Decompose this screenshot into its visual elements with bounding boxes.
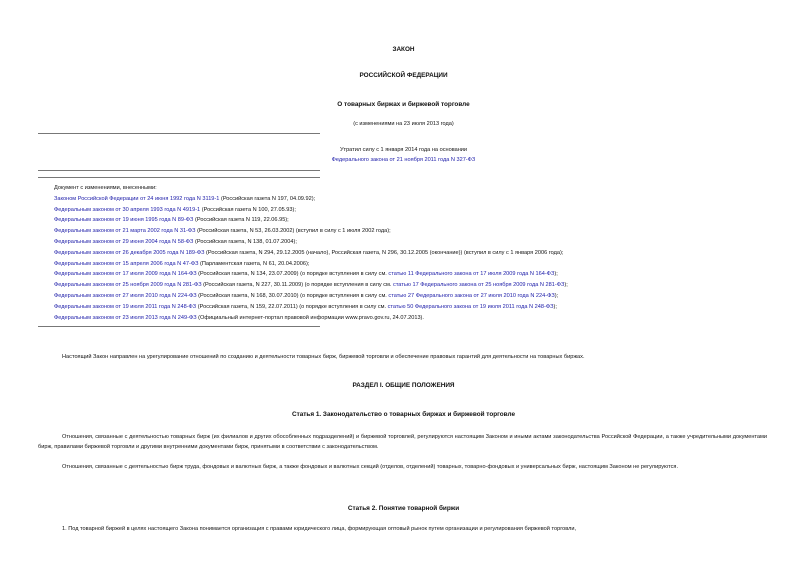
amendment-source-text: (Российская газета, N 227, 30.11.2009) (о порядке вступления в силу см.: [201, 282, 394, 289]
amendment-source-text: (Российская газета N 100, 27.05.93);: [200, 206, 296, 213]
amendment-source-text: (Российская газета, N 134, 23.07.2009) (о порядке вступления в силу см.: [196, 271, 389, 278]
amendments-items: [54, 194, 774, 324]
repeal-law-link[interactable]: Федерального закона от 21 ноября 2011 года N 327-ФЗ: [331, 157, 476, 163]
amendment-law-link[interactable]: Федеральным законом от 27 июля 2010 года N 224-ФЗ: [54, 292, 197, 299]
article-2-heading: Статья 2. Понятие товарной биржи: [347, 505, 460, 512]
repeal-note: Утратил силу с 1 января 2014 года на основании: [339, 147, 468, 153]
amendment-article-link[interactable]: статью 50 Федерального закона от 19 июля 2011 года N 248-ФЗ: [387, 303, 554, 310]
amendment-item: [54, 215, 774, 226]
divider: [38, 170, 320, 171]
article-2-paragraph-1-text: 1. Под товарной биржей в целях настоящего Закона понимается организация с правами юридического лица, формирующая оптовый рынок путем организации и регулирования биржевой торговли,: [62, 526, 577, 532]
preamble-text: Настоящий Закон направлен на урегулирование отношений по созданию и деятельности товарных бирж, биржевой торговли и обеспечение правовых гарантий для деятельности на товарных биржах.: [62, 354, 585, 360]
amendment-tail-text: );: [553, 303, 557, 310]
amendment-law-link[interactable]: Федеральным законом от 15 апреля 2006 года N 47-ФЗ: [54, 260, 199, 267]
amendment-source-text: (Парламентская газета, N 61, 20.04.2006);: [198, 260, 310, 267]
article-1-heading: Статья 1. Законодательство о товарных биржах и биржевой торговле: [291, 411, 516, 418]
amendment-item: [54, 194, 774, 205]
article-2-paragraph-1: [38, 524, 767, 534]
section-heading: РАЗДЕЛ I. ОБЩИЕ ПОЛОЖЕНИЯ: [352, 382, 455, 389]
amendment-law-link[interactable]: Федеральным законом от 26 декабря 2005 года N 189-ФЗ: [54, 249, 205, 256]
amendment-item: [54, 313, 774, 324]
divider: [38, 133, 320, 134]
amendments-intro: Документ с изменениями, внесенными:: [54, 185, 157, 191]
amendment-item: [54, 269, 774, 280]
amendment-item: [54, 205, 774, 216]
amendment-source-text: (Российская газета, N 138, 01.07.2004);: [193, 238, 297, 245]
amendment-article-link[interactable]: статью 17 Федерального закона от 25 ноября 2009 года N 281-ФЗ: [393, 282, 565, 289]
amendment-law-link[interactable]: Федеральным законом от 21 марта 2002 года N 31-ФЗ: [54, 228, 196, 235]
amendment-tail-text: );: [564, 282, 568, 289]
preamble: [38, 352, 767, 362]
amendment-law-link[interactable]: Федеральным законом от 17 июля 2009 года N 164-ФЗ: [54, 271, 197, 278]
amendment-source-text: (Российская газета, N 168, 30.07.2010) (о порядке вступления в силу см.: [196, 292, 389, 299]
amendment-article-link[interactable]: статью 27 Федерального закона от 27 июля 2010 года N 224-ФЗ: [388, 292, 555, 299]
amendments-list: [54, 183, 774, 323]
amendment-article-link[interactable]: статью 11 Федерального закона от 17 июля 2009 года N 164-ФЗ: [388, 271, 555, 278]
amendment-item: [54, 259, 774, 270]
law-label: ЗАКОН: [392, 46, 415, 53]
amendment-law-link[interactable]: Федеральным законом от 19 июня 1995 года N 89-ФЗ: [54, 217, 194, 224]
divider: [38, 326, 320, 327]
amendment-source-text: (Официальный интернет-портал правовой информации www.pravo.gov.ru, 24.07.2013).: [196, 314, 424, 321]
article-1-paragraph-2-text: Отношения, связанные с деятельностью бирж труда, фондовых и валютных бирж, а также фондовых и валютных секций (отделов, отделений) товарных, товарно-фондовых и универсальных бирж, настоящим Законом не регулируются.: [62, 464, 678, 470]
amendment-item: [54, 302, 774, 313]
amendment-law-link[interactable]: Федеральным законом от 19 июля 2011 года N 248-ФЗ: [54, 303, 197, 310]
amendment-source-text: (Российская газета, N 53, 26.03.2002) (вступил в силу с 1 июля 2002 года);: [195, 228, 391, 235]
edition-note: (с изменениями на 23 июля 2013 года): [353, 121, 454, 127]
amendment-item: [54, 248, 774, 259]
article-1-paragraph-1: [38, 432, 767, 452]
amendment-law-link[interactable]: Федеральным законом от 23 июля 2013 года N 249-ФЗ: [54, 314, 197, 321]
amendment-item: [54, 226, 774, 237]
amendment-tail-text: );: [554, 292, 559, 299]
amendment-source-text: (Российская газета N 197, 04.09.92);: [219, 195, 316, 202]
article-1-paragraph-1-text: Отношения, связанные с деятельностью товарных бирж (их филиалов и других обособленных подразделений) и биржевой торговлей, регулируются настоящим Законом и иными актами законодательства Российской Федерации, а также учредительными документами бирж, правилами биржевой торговли и другими внутренними документами бирж, принятыми в соответствии с законодательством.: [38, 434, 767, 450]
amendment-item: [54, 291, 774, 302]
amendment-source-text: (Российская газета, N 159, 22.07.2011) (о порядке вступления в силу см.: [196, 303, 388, 310]
amendment-source-text: (Российская газета N 119, 22.06.95);: [193, 217, 289, 224]
amendment-item: [54, 237, 774, 248]
document-title: О товарных биржах и биржевой торговле: [337, 101, 470, 108]
amendment-law-link[interactable]: Федеральным законом от 29 июня 2004 года N 58-ФЗ: [54, 238, 194, 245]
amendment-law-link[interactable]: Федеральным законом от 25 ноября 2009 года N 281-ФЗ: [54, 282, 202, 289]
amendment-source-text: (Российская газета, N 294, 29.12.2005 (начало), Российская газета, N 296, 30.12.2005 (окончание)) (вступил в силу с 1 января 2006 года);: [204, 249, 564, 256]
article-1-paragraph-2: [38, 462, 767, 472]
divider: [38, 177, 320, 178]
amendment-tail-text: );: [554, 271, 558, 278]
amendment-law-link[interactable]: Федеральным законом от 30 апреля 1993 года N 4919-1: [54, 206, 201, 213]
federation-label: РОССИЙСКОЙ ФЕДЕРАЦИИ: [359, 72, 448, 79]
amendment-item: [54, 280, 774, 291]
amendment-law-link[interactable]: Законом Российской Федерации от 24 июня 1992 года N 3119-1: [54, 195, 220, 202]
